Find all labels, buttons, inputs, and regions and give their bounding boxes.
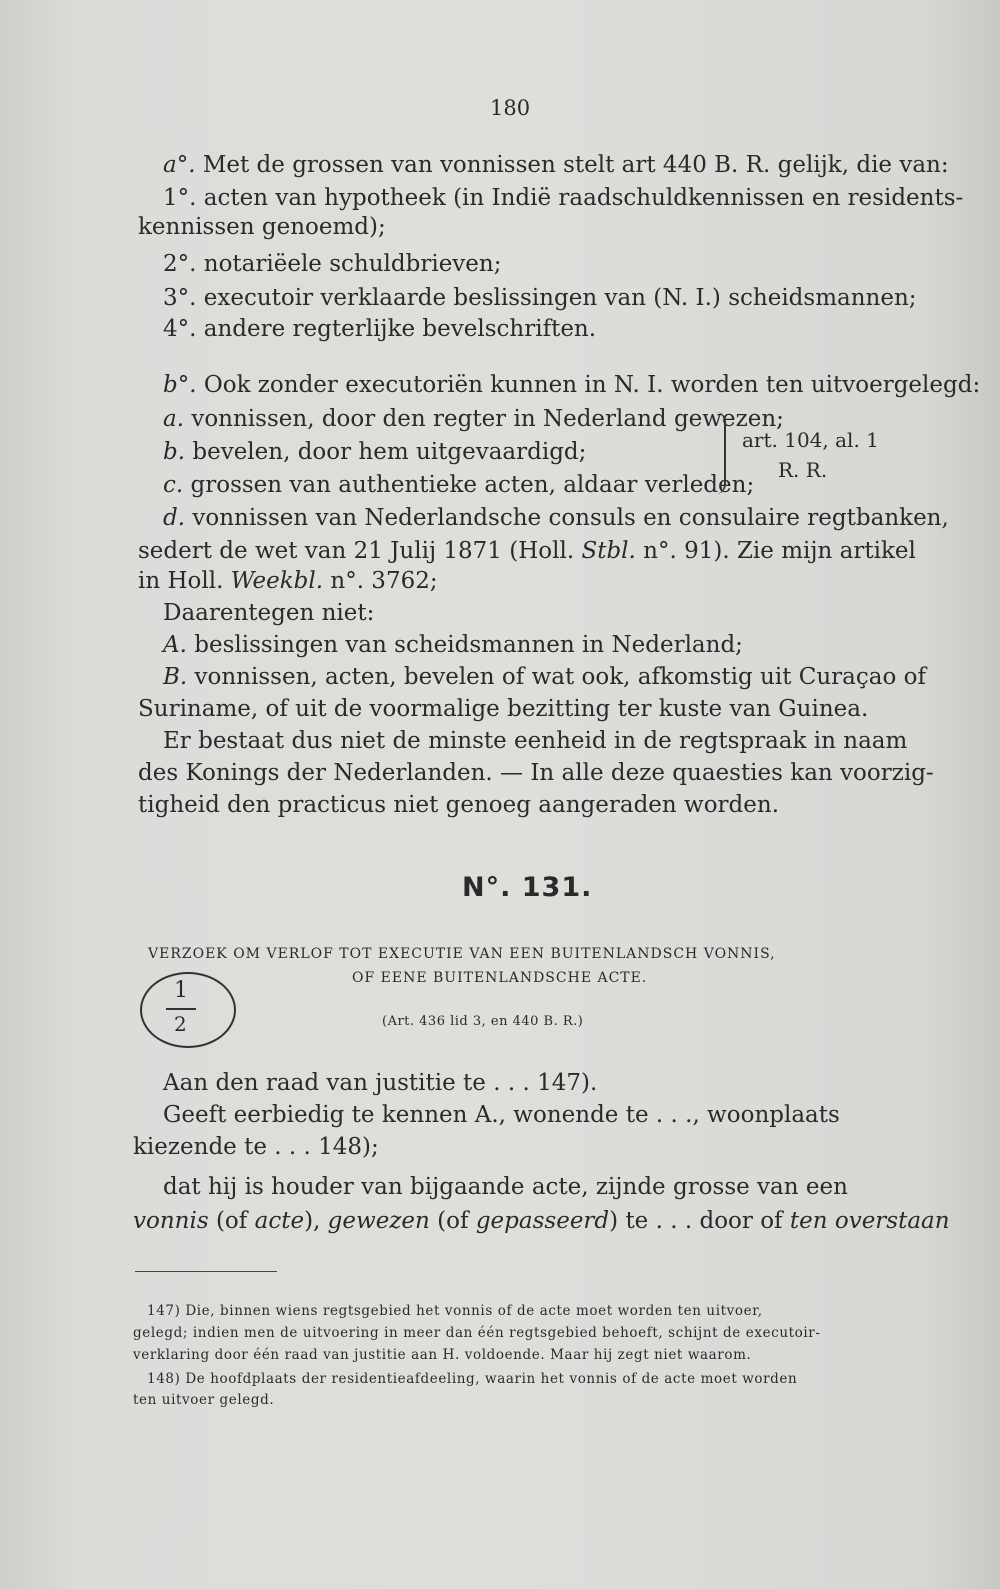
footnote-line: 148) De hoofdplaats der residentieafdeeling, waarin het vonnis of de acte moet worden bbox=[147, 1371, 798, 1387]
text-span: n°. 91). Zie mijn artikel bbox=[643, 538, 916, 564]
footnote-rule bbox=[135, 1271, 277, 1272]
text-span-italic: acte bbox=[254, 1208, 305, 1234]
list-item bbox=[163, 630, 743, 661]
page-number: 180 bbox=[490, 96, 531, 120]
item-text: vonnissen van Nederlandsche consuls en consulaire regtbanken, bbox=[192, 505, 949, 531]
item-number: a. bbox=[163, 406, 185, 432]
list-item bbox=[163, 503, 949, 534]
text-span: ) te . . . door of bbox=[609, 1208, 790, 1234]
section-b-intro-text: Ook zonder executoriën kunnen in N. I. worden ten uitvoergelegd: bbox=[203, 372, 981, 398]
text-line: Suriname, of uit de voormalige bezitting ter kuste van Guinea. bbox=[138, 696, 869, 722]
text-span-italic: vonnis bbox=[133, 1208, 209, 1234]
list-item bbox=[163, 437, 586, 468]
item-text: notariëele schuldbrieven; bbox=[203, 251, 502, 277]
text-span-italic: ten overstaan bbox=[789, 1208, 950, 1234]
brace-reference-line1: art. 104, al. 1 bbox=[742, 428, 879, 452]
text-span: in Holl. bbox=[138, 568, 224, 594]
list-item bbox=[163, 662, 926, 693]
item-text: beslissingen van scheidsmannen in Nederland; bbox=[194, 632, 743, 658]
list-item bbox=[163, 183, 963, 214]
text-span: ), bbox=[304, 1208, 328, 1234]
form-line bbox=[133, 1206, 950, 1237]
text-span-italic: gewezen bbox=[327, 1208, 430, 1234]
stamp-fraction-line bbox=[166, 1008, 196, 1010]
form-title-line2: OF EENE BUITENLANDSCHE ACTE. bbox=[352, 970, 648, 986]
item-number: 3°. bbox=[163, 285, 197, 311]
item-text: kennissen genoemd); bbox=[138, 214, 386, 240]
text-line: des Konings der Nederlanden. — In alle deze quaesties kan voorzig- bbox=[138, 760, 934, 786]
item-text: grossen van authentieke acten, aldaar verleden; bbox=[190, 472, 755, 498]
form-number-heading: N°. 131. bbox=[462, 872, 593, 903]
stamp-circle bbox=[140, 972, 236, 1048]
footnote-line: 147) Die, binnen wiens regtsgebied het vonnis of de acte moet worden ten uitvoer, bbox=[147, 1303, 763, 1319]
section-a-intro bbox=[163, 150, 949, 181]
footnote-line: gelegd; indien men de uitvoering in meer dan één regtsgebied behoeft, schijnt de executoir- bbox=[133, 1325, 821, 1341]
text-span: n°. 3762; bbox=[330, 568, 438, 594]
item-number: A. bbox=[163, 632, 187, 658]
item-number: B. bbox=[163, 664, 188, 690]
item-text: executoir verklaarde beslissingen van (N. I.) scheidsmannen; bbox=[203, 285, 917, 311]
text-span: sedert de wet van 21 Julij 1871 (Holl. bbox=[138, 538, 575, 564]
text-span: (of bbox=[429, 1208, 476, 1234]
item-number: b. bbox=[163, 439, 186, 465]
form-line: kiezende te . . . 148); bbox=[133, 1134, 379, 1160]
footnote-line: ten uitvoer gelegd. bbox=[133, 1392, 275, 1408]
item-text: bevelen, door hem uitgevaardigd; bbox=[192, 439, 587, 465]
text-line: Daarentegen niet: bbox=[163, 600, 375, 626]
stamp-denominator: 2 bbox=[174, 1012, 187, 1036]
section-b-intro bbox=[163, 370, 980, 401]
form-title-line1: VERZOEK OM VERLOF TOT EXECUTIE VAN EEN BUITENLANDSCH VONNIS, bbox=[148, 946, 776, 962]
list-item bbox=[163, 249, 501, 280]
curly-brace bbox=[712, 412, 726, 494]
stamp-numerator: 1 bbox=[174, 978, 188, 1003]
item-number: c. bbox=[163, 472, 184, 498]
item-number: 2°. bbox=[163, 251, 197, 277]
text-span-italic: Stbl. bbox=[581, 538, 636, 564]
form-line: Geeft eerbiedig te kennen A., wonende te . . ., woonplaats bbox=[163, 1102, 840, 1128]
text-span-italic: gepasseerd bbox=[475, 1208, 610, 1234]
brace-reference-line2: R. R. bbox=[778, 458, 828, 482]
item-number: 4°. bbox=[163, 316, 197, 342]
section-b-marker: b°. bbox=[163, 372, 197, 398]
item-text: vonnissen, acten, bevelen of wat ook, afkomstig uit Curaçao of bbox=[194, 664, 927, 690]
form-reference: (Art. 436 lid 3, en 440 B. R.) bbox=[382, 1014, 584, 1029]
list-item bbox=[163, 314, 596, 345]
item-text: acten van hypotheek (in Indië raadschuldkennissen en residents- bbox=[203, 185, 964, 211]
form-line: Aan den raad van justitie te . . . 147). bbox=[163, 1070, 598, 1096]
text-line: tigheid den practicus niet genoeg aangeraden worden. bbox=[138, 792, 780, 818]
item-number: 1°. bbox=[163, 185, 197, 211]
text-span-italic: Weekbl. bbox=[230, 568, 324, 594]
section-a-marker: a°. bbox=[163, 152, 196, 178]
section-a-intro-text: Met de grossen van vonnissen stelt art 440 B. R. gelijk, die van: bbox=[202, 152, 949, 178]
text-span: (of bbox=[208, 1208, 255, 1234]
footnote-line: verklaring door één raad van justitie aan H. voldoende. Maar hij zegt niet waarom. bbox=[133, 1347, 752, 1363]
list-item bbox=[163, 404, 784, 435]
list-item bbox=[138, 212, 386, 243]
item-number: d. bbox=[163, 505, 186, 531]
list-item bbox=[163, 283, 917, 314]
list-item bbox=[163, 470, 754, 501]
text-line: Er bestaat dus niet de minste eenheid in de regtspraak in naam bbox=[163, 728, 908, 754]
form-line: dat hij is houder van bijgaande acte, zijnde grosse van een bbox=[163, 1174, 848, 1200]
item-text: andere regterlijke bevelschriften. bbox=[203, 316, 597, 342]
text-line bbox=[138, 566, 438, 597]
text-line bbox=[138, 536, 916, 567]
item-text: vonnissen, door den regter in Nederland gewezen; bbox=[191, 406, 784, 432]
